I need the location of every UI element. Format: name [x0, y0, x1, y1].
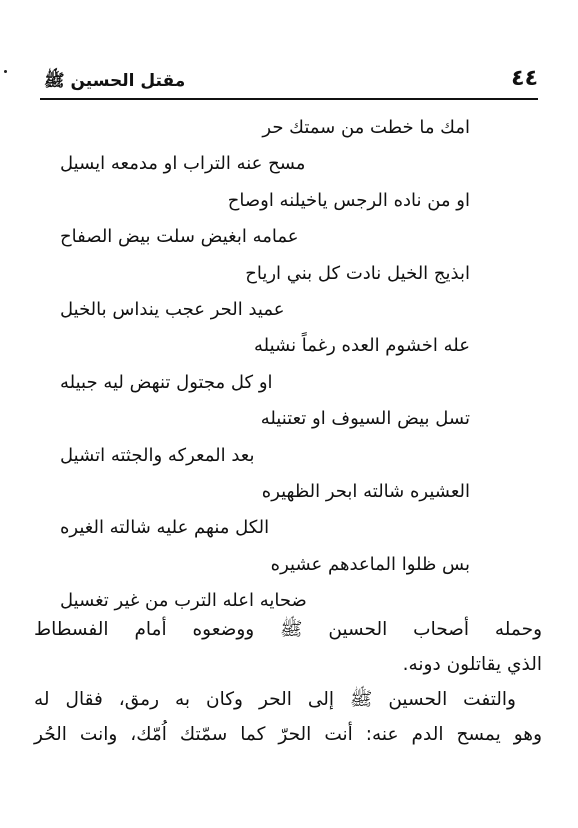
- verse-line: ابذيج الخيل نادت كل بني ارياح: [245, 262, 470, 284]
- prose-line: الذي يقاتلون دونه.: [402, 654, 542, 675]
- running-title: مقتل الحسين ﷺ: [44, 71, 186, 91]
- header-rule: [40, 98, 538, 100]
- prose-line: وهو يمسح الدم عنه: أنت الحرّ كما سمّتك اُمّك، وانت الحُر: [34, 724, 542, 745]
- verse-line: عميد الحر عجب ينداس بالخيل: [60, 298, 285, 320]
- verse-line: او من ناده الرجس ياخيلنه اوصاح: [227, 189, 470, 211]
- verse-line: ضحايه اعله الترب من غير تغسيل: [60, 590, 307, 612]
- verse-line: العشيره شالته ابحر الظهيره: [261, 480, 470, 502]
- page-header: [40, 64, 538, 100]
- verse-line: مسح عنه التراب او مدمعه ايسيل: [60, 153, 306, 175]
- poem-block: [60, 110, 470, 619]
- page-number: ٤٤: [511, 66, 538, 91]
- verse-line: تسل بيض السيوف او تعتنيله: [260, 408, 470, 430]
- prose-line: والتفت الحسين ﷺ إلى الحر وكان به رمق، فقال له: [34, 689, 516, 710]
- verse-line: بعد المعركه والجثته اتشيل: [60, 444, 255, 466]
- verse-line: الكل منهم عليه شالته الغيره: [60, 517, 270, 539]
- verse-line: عله اخشوم العده رغماً نشيله: [253, 335, 470, 357]
- prose-line: وحمله أصحاب الحسين ﷺ ووضعوه أمام الفسطاط: [34, 619, 542, 640]
- scan-speck: [4, 70, 7, 73]
- verse-line: امك ما خطت من سمتك حر: [262, 117, 470, 138]
- prose-block: [34, 612, 542, 752]
- verse-line: بس ظلوا الماعدهم عشيره: [270, 553, 470, 575]
- verse-line: او كل مجتول تنهض ليه جبيله: [60, 371, 273, 393]
- verse-line: عمامه ابغيض سلت بيض الصفاح: [60, 226, 299, 248]
